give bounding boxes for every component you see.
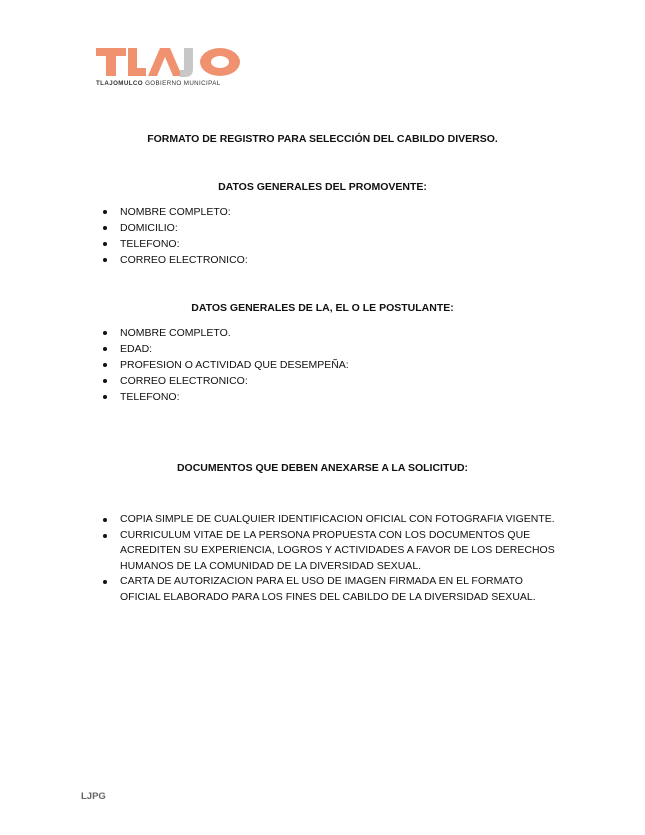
promovente-field: DOMICILIO: (100, 220, 560, 236)
postulante-field: NOMBRE COMPLETO. (100, 325, 560, 341)
section-postulante-heading: DATOS GENERALES DE LA, EL O LE POSTULANTE: (191, 302, 454, 314)
logo-caption-light: GOBIERNO MUNICIPAL (145, 80, 221, 87)
promovente-field-list (100, 204, 560, 268)
postulante-field: EDAD: (100, 341, 560, 357)
postulante-field-list (100, 325, 560, 405)
logo-caption (96, 80, 221, 87)
promovente-field: TELEFONO: (100, 236, 560, 252)
postulante-field: CORREO ELECTRONICO: (100, 373, 560, 389)
section-documentos-heading: DOCUMENTOS QUE DEBEN ANEXARSE A LA SOLICITUD: (176, 462, 469, 474)
documentos-list (100, 512, 560, 605)
document-title: FORMATO DE REGISTRO PARA SELECCIÓN DEL CABILDO DIVERSO. (147, 133, 498, 145)
documento-item: COPIA SIMPLE DE CUALQUIER IDENTIFICACION OFICIAL CON FOTOGRAFIA VIGENTE. (100, 512, 560, 528)
documento-item: CURRICULUM VITAE DE LA PERSONA PROPUESTA CON LOS DOCUMENTOS QUE ACREDITEN SU EXPERIENCIA, LOGROS Y ACTIVIDADES A FAVOR DE LOS DERECHOS HUMANOS DE LA COMUNIDAD DE LA DIVERSIDAD SEXUAL. (100, 528, 560, 575)
footer-initials: LJPG (81, 791, 106, 802)
documento-item: CARTA DE AUTORIZACION PARA EL USO DE IMAGEN FIRMADA EN EL FORMATO OFICIAL ELABORADO PARA LOS FINES DEL CABILDO DE LA DIVERSIDAD SEXUAL. (100, 574, 560, 605)
section-promovente-heading: DATOS GENERALES DEL PROMOVENTE: (218, 181, 427, 193)
logo-caption-bold: TLAJOMULCO (96, 80, 143, 87)
promovente-field: CORREO ELECTRONICO: (100, 252, 560, 268)
postulante-field: PROFESION O ACTIVIDAD QUE DESEMPEÑA: (100, 357, 560, 373)
tlajo-wordmark-icon (94, 44, 244, 78)
promovente-field: NOMBRE COMPLETO: (100, 204, 560, 220)
postulante-field: TELEFONO: (100, 389, 560, 405)
